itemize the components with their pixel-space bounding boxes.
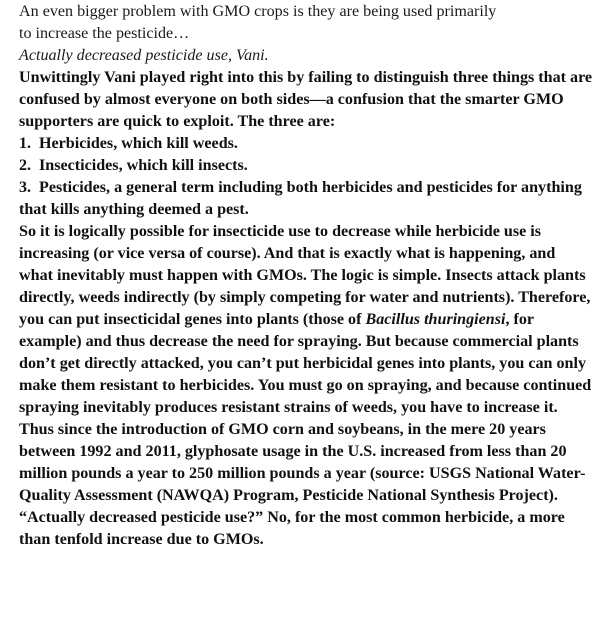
list-item [19,133,593,155]
list-item-text: Insecticides, which kill insects. [39,157,248,174]
list-item-text: Herbicides, which kill weeds. [39,135,238,152]
list-item-text: Pesticides, a general term including both herbicides and pesticides for anything that kills anything deemed a pest. [19,179,582,218]
list-item-number: 1. [19,135,32,152]
quoted-text [19,1,593,45]
list-item [19,155,593,177]
list-item-number: 3. [19,179,32,196]
main-paragraph [19,221,593,551]
main-paragraph-part-1: So it is logically possible for insecticide use to decrease while herbicide use is increasing (or vice versa of course). And that is exactly what is happening, and what inevitably must happen with GMOs. The logic is simple. Insects attack plants directly, weeds indirectly (by simply competing for water and nutrients). Therefore, you can put insecticidal genes into plants (those of [19,223,591,328]
species-name: Bacillus thuringiensi [365,311,506,328]
quoted-line-1: An even bigger problem with GMO crops is they are being used primarily [19,3,497,20]
intro-paragraph: Unwittingly Vani played right into this by failing to distinguish three things that are confused by almost everyone on both sides—a confusion that the smarter GMO supporters are quick to exploit. The three are: [19,69,593,130]
quoted-line-2: to increase the pesticide… [19,25,190,42]
main-paragraph-part-2: , for example) and thus decrease the need for spraying. But because commercial plants don’t get directly attacked, you can’t put herbicidal genes into plants, you can only make them resistant to herbicides. You must go on spraying, and because continued spraying inevitably produces resistant strains of weeds, you have to increase it. Thus since the introduction of GMO corn and soybeans, in the mere 20 years between 1992 and 2011, glyphosate usage in the U.S. increased from less than 20 million pounds a year to 250 million pounds a year (source: USGS National Water-Quality Assessment (NAWQA) Program, Pesticide National Synthesis Project). “Actually decreased pesticide use?” No, for the most common herbicide, a more than tenfold increase due to GMOs. [19,311,592,548]
list-item [19,177,593,221]
quoted-reply: Actually decreased pesticide use, Vani. [19,47,269,64]
list-item-number: 2. [19,157,32,174]
document [19,1,593,551]
numbered-list [19,133,593,221]
